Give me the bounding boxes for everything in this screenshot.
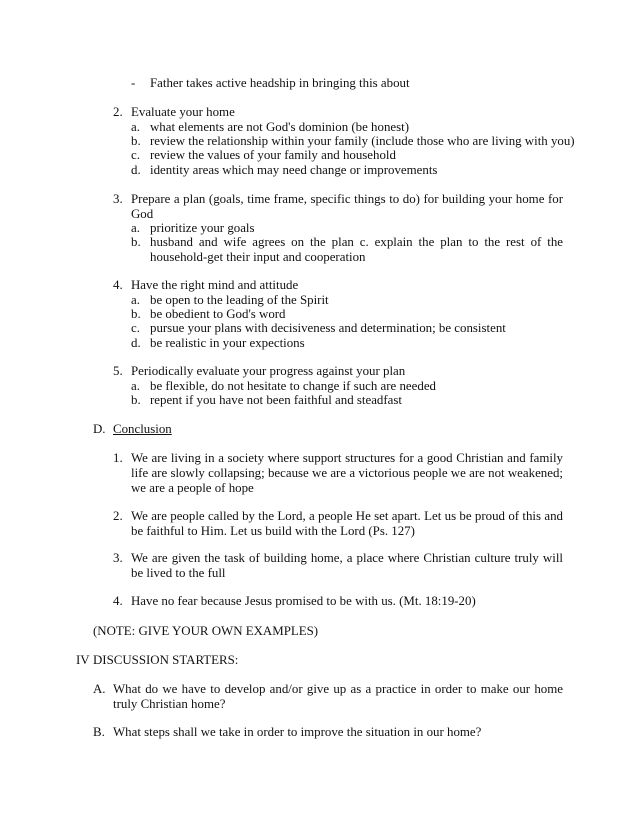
sub-item: husband and wife agrees on the plan c. explain the plan to the rest of the household-get their input and cooperation [150, 235, 563, 264]
sub-item: prioritize your goals [150, 221, 255, 235]
conclusion-item: We are given the task of building home, a place where Christian culture truly will be lived to the full [131, 551, 563, 580]
conclusion-heading: Conclusion [113, 422, 172, 436]
step-number: 3. [113, 192, 123, 206]
sub-item: pursue your plans with decisiveness and determination; be consistent [150, 321, 506, 335]
step-number: 5. [113, 364, 123, 378]
dash-marker: - [131, 76, 136, 90]
sub-item: review the values of your family and household [150, 148, 396, 162]
sub-marker: c. [131, 148, 140, 162]
sub-marker: a. [131, 379, 140, 393]
sub-marker: d. [131, 336, 141, 350]
conclusion-item: Have no fear because Jesus promised to be with us. (Mt. 18:19-20) [131, 594, 476, 608]
section-marker: IV [76, 653, 90, 667]
sub-item: be obedient to God's word [150, 307, 286, 321]
step-title: Prepare a plan (goals, time frame, specific things to do) for building your home for God [131, 192, 563, 221]
sub-item: what elements are not God's dominion (be honest) [150, 120, 410, 134]
discussion-heading: DISCUSSION STARTERS: [93, 653, 239, 667]
step-number: 4. [113, 278, 123, 292]
discussion-marker: B. [93, 725, 105, 739]
dash-item-text: Father takes active headship in bringing this about [150, 76, 410, 90]
discussion-item: What steps shall we take in order to improve the situation in our home? [113, 725, 482, 739]
sub-item: be realistic in your expections [150, 336, 305, 350]
sub-marker: b. [131, 307, 141, 321]
sub-item: repent if you have not been faithful and steadfast [150, 393, 402, 407]
sub-marker: a. [131, 293, 140, 307]
sub-item: review the relationship within your family (include those who are living with you) [150, 134, 575, 148]
sub-item: be open to the leading of the Spirit [150, 293, 329, 307]
step-title: Periodically evaluate your progress against your plan [131, 364, 406, 378]
sub-marker: b. [131, 134, 141, 148]
sub-marker: a. [131, 221, 140, 235]
step-title: Evaluate your home [131, 105, 235, 119]
sub-marker: b. [131, 393, 141, 407]
note-text: (NOTE: GIVE YOUR OWN EXAMPLES) [93, 624, 319, 638]
section-marker: D. [93, 422, 106, 436]
sub-marker: a. [131, 120, 140, 134]
conclusion-number: 2. [113, 509, 123, 523]
discussion-marker: A. [93, 682, 106, 696]
sub-marker: b. [131, 235, 141, 249]
conclusion-item: We are people called by the Lord, a people He set apart. Let us be proud of this and be faithful to Him. Let us build with the Lord (Ps. 127) [131, 509, 563, 538]
conclusion-number: 4. [113, 594, 123, 608]
sub-marker: d. [131, 163, 141, 177]
step-number: 2. [113, 105, 123, 119]
conclusion-number: 3. [113, 551, 123, 565]
sub-item: be flexible, do not hesitate to change if such are needed [150, 379, 436, 393]
sub-marker: c. [131, 321, 140, 335]
conclusion-number: 1. [113, 451, 123, 465]
conclusion-item: We are living in a society where support structures for a good Christian and family life are slowly collapsing; because we are a victorious people we are not weakened; we are a people of hope [131, 451, 563, 495]
step-title: Have the right mind and attitude [131, 278, 299, 292]
sub-item: identity areas which may need change or improvements [150, 163, 438, 177]
discussion-item: What do we have to develop and/or give up as a practice in order to make our home truly Christian home? [113, 682, 563, 711]
